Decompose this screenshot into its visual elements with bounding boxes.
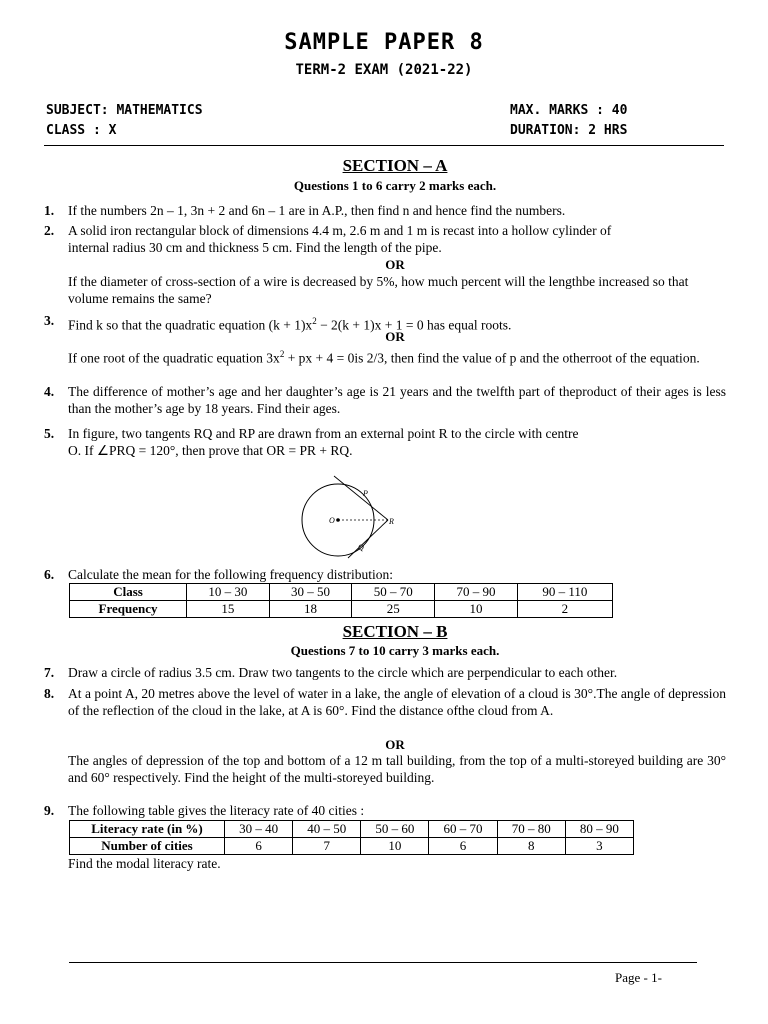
question-text: A solid iron rectangular block of dimensions 4.4 m, 2.6 m and 1 m is recast into a hollow cylinder of internal radius 30 cm and thickness 5 cm. Find the length of the pipe. (68, 223, 612, 255)
question-2-alternative (44, 274, 726, 307)
table-cell: Class (70, 584, 187, 601)
question-9-followup (44, 856, 726, 873)
table-row (70, 838, 634, 855)
question-text: The angles of depression of the top and bottom of a 12 m tall building, from the top of a multi-storeyed building are 30° and 60° respectively. Find the height of the multi-storeyed building. (68, 753, 726, 785)
table-cell: 30 – 50 (269, 584, 352, 601)
max-marks-label: MAX. MARKS : 40 (510, 103, 628, 118)
table-cell: Number of cities (70, 838, 225, 855)
table-cell: 6 (225, 838, 293, 855)
table-cell: 3 (565, 838, 633, 855)
question-number: 3. (44, 313, 55, 328)
question-2 (44, 223, 644, 256)
question-number: 9. (44, 803, 55, 818)
tangent-circle-figure (296, 472, 406, 562)
question-text: If the diameter of cross-section of a wire is decreased by 5%, how much percent will the lengthbe increased so that volume remains the same? (68, 274, 689, 306)
duration-label: DURATION: 2 HRS (510, 123, 628, 138)
table-row (70, 601, 613, 618)
table-cell: 15 (187, 601, 270, 618)
exam-subtitle: TERM-2 EXAM (2021-22) (295, 62, 473, 78)
tangent-rp (334, 476, 388, 520)
question-number: 8. (44, 686, 55, 701)
label-p: P (363, 489, 368, 498)
footer-divider (69, 962, 697, 963)
question-number: 6. (44, 567, 55, 582)
table-row (70, 584, 613, 601)
question-text: Find the modal literacy rate. (68, 856, 221, 871)
header-divider (44, 145, 724, 146)
tangent-rq (348, 520, 388, 558)
table-cell: 10 (435, 601, 518, 618)
question-text: Draw a circle of radius 3.5 cm. Draw two tangents to the circle which are perpendicular to each other. (68, 665, 618, 680)
section-a-title: SECTION – A (342, 156, 448, 175)
table-row (70, 821, 634, 838)
question-3-alternative (44, 346, 726, 367)
question-text: If the numbers 2n – 1, 3n + 2 and 6n – 1 are in A.P., then find n and hence find the numbers. (68, 203, 566, 218)
table-cell: 7 (293, 838, 361, 855)
class-label: CLASS : X (46, 123, 117, 138)
table-cell: 70 – 80 (497, 821, 565, 838)
label-r: R (389, 517, 394, 526)
question-number: 7. (44, 665, 55, 680)
page-number: Page - 1- (615, 970, 662, 985)
table-cell: 6 (429, 838, 497, 855)
table-cell: 50 – 60 (361, 821, 429, 838)
or-label: OR (385, 737, 405, 752)
question-1 (44, 203, 726, 220)
section-b-note: Questions 7 to 10 carry 3 marks each. (290, 643, 500, 658)
question-8 (44, 686, 726, 719)
section-b-title: SECTION – B (342, 622, 448, 641)
table-cell: 8 (497, 838, 565, 855)
or-label: OR (385, 329, 405, 344)
table-cell: 10 (361, 838, 429, 855)
table-cell: 2 (517, 601, 612, 618)
table-cell: 90 – 110 (517, 584, 612, 601)
table-cell: 30 – 40 (225, 821, 293, 838)
table-cell: 25 (352, 601, 435, 618)
table-cell: Frequency (70, 601, 187, 618)
question-text: If one root of the quadratic equation $3x^2$ + px + 4 = 0is 2/3, then find the value of p and the otherroot of the equation. (68, 349, 700, 366)
table-cell: 60 – 70 (429, 821, 497, 838)
question-6 (44, 567, 726, 584)
question-number: 4. (44, 384, 55, 399)
frequency-table (69, 583, 613, 618)
question-number: 1. (44, 203, 55, 218)
question-4 (44, 384, 726, 417)
table-cell: 70 – 90 (435, 584, 518, 601)
table-cell: 80 – 90 (565, 821, 633, 838)
question-8-alternative (44, 753, 726, 786)
question-5 (44, 426, 726, 459)
label-q: Q (358, 543, 364, 552)
question-text-line: In figure, two tangents RQ and RP are drawn from an external point R to the circle with centre (68, 426, 579, 441)
question-number: 2. (44, 223, 55, 238)
subject-label: SUBJECT: MATHEMATICS (46, 103, 203, 118)
table-cell: 50 – 70 (352, 584, 435, 601)
table-cell: 10 – 30 (187, 584, 270, 601)
table-cell: 18 (269, 601, 352, 618)
question-text: The difference of mother’s age and her daughter’s age is 21 years and the twelfth part of theproduct of their ages is less than the mother’s age by 18 years. Find their ages. (68, 384, 726, 416)
literacy-table (69, 820, 634, 855)
table-cell: 40 – 50 (293, 821, 361, 838)
paper-title: SAMPLE PAPER 8 (284, 30, 484, 55)
question-text-line: O. If ∠PRQ = 120°, then prove that OR = PR + RQ. (68, 442, 353, 458)
label-o: O (329, 516, 335, 525)
question-text: The following table gives the literacy rate of 40 cities : (68, 803, 365, 818)
question-7 (44, 665, 726, 682)
question-text: At a point A, 20 metres above the level of water in a lake, the angle of elevation of a cloud is 30°.The angle of depression of the reflection of the cloud in the lake, at A is 60°. Find the distance ofthe cloud from A. (68, 686, 726, 718)
section-a-note: Questions 1 to 6 carry 2 marks each. (293, 178, 497, 193)
or-label: OR (385, 257, 405, 272)
question-9 (44, 803, 726, 820)
table-cell: Literacy rate (in %) (70, 821, 225, 838)
question-text: Find k so that the quadratic equation $(k + 1)x^2 - 2(k + 1)x + 1 = 0$ has equal roots. (68, 316, 512, 333)
question-number: 5. (44, 426, 55, 441)
question-text: Calculate the mean for the following frequency distribution: (68, 567, 394, 582)
